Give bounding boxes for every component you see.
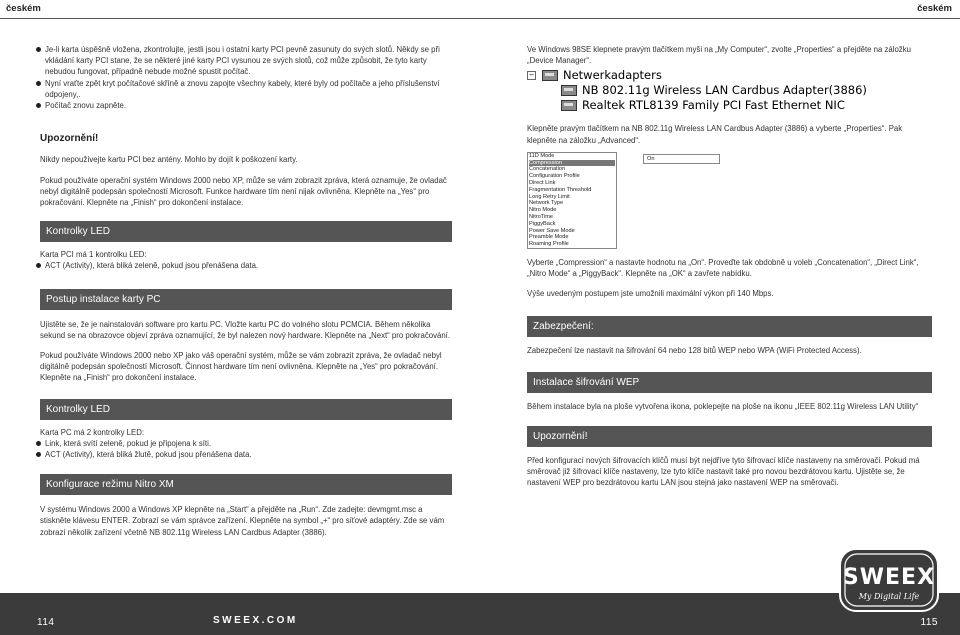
install-text-2: Pokud používáte Windows 2000 nebo XP jako váš operační systém, může se vám zobrazit zpráva, že ovladač nebyl digitálně podepsán společností Microsoft. Činnost hardware tím není ovlivněna. Klepněte na „Yes“ pro pokračování. Klepněte na „Finish“ pro dokončení instalace. bbox=[40, 351, 442, 383]
tree-item[interactable]: Realtek RTL8139 Family PCI Fast Ethernet NIC bbox=[527, 98, 932, 113]
network-card-icon bbox=[561, 100, 577, 111]
property-list[interactable] bbox=[527, 152, 617, 249]
advanced-text: Klepněte pravým tlačítkem na NB 802.11g Wireless LAN Cardbus Adapter (3886) a vyberte „Properties“. Pak klepněte na záložku „Advanced“. bbox=[527, 124, 903, 145]
collapse-icon[interactable]: − bbox=[528, 71, 535, 80]
nitro-heading: Konfigurace režimu Nitro XM bbox=[40, 474, 452, 495]
security-heading: Zabezpečení: bbox=[527, 316, 932, 337]
property-list-item[interactable]: Compression bbox=[529, 160, 615, 167]
property-value-select[interactable]: On bbox=[643, 154, 720, 164]
footer-bar bbox=[0, 593, 960, 635]
led1-heading: Kontrolky LED bbox=[40, 221, 452, 242]
warning2-heading: Upozornění! bbox=[527, 426, 932, 447]
brand-url: SWEEX.COM bbox=[213, 615, 298, 626]
property-list-item[interactable]: Power Save Mode bbox=[529, 227, 575, 234]
bullet-icon bbox=[36, 81, 41, 86]
warning-title: Upozornění! bbox=[40, 133, 99, 145]
property-list-item[interactable]: PiggyBack bbox=[529, 220, 556, 227]
page-number-right: 115 bbox=[920, 617, 938, 628]
property-list-item[interactable]: Concatenation bbox=[529, 166, 566, 173]
warning2-text: Před konfigurací nových šifrovacích klíčů musí být nejdříve tyto šifrovací klíče nastaveny na směrovači. Pokud má směrovač již šifrovací klíče nastaveny, lze tyto klíče nastavit také pro novou bezdrátovou kartu. Ujistěte se, že nastavení WEP pro bezdrátovou kartu LAN jsou stejná jako nastavení WEP na směrovači. bbox=[527, 455, 920, 488]
warning-text-1: Nikdy nepoužívejte kartu PCI bez antény. Mohlo by dojít k poškození karty. bbox=[40, 155, 298, 165]
tree-item[interactable]: NB 802.11g Wireless LAN Cardbus Adapter(3886) bbox=[527, 83, 932, 98]
property-list-item[interactable]: Preamble Mode bbox=[529, 234, 569, 241]
intro-text: Ve Windows 98SE klepnete pravým tlačítkem myši na „My Computer“, zvolte „Properties“ a přejděte na záložku „Device Manager“. bbox=[527, 45, 911, 66]
header-rule bbox=[0, 18, 960, 19]
list-item: ACT (Activity), která bliká žlutě, pokud jsou přenášena data. bbox=[40, 449, 452, 460]
install-heading: Postup instalace karty PC bbox=[40, 289, 452, 310]
bullet-icon bbox=[36, 263, 41, 268]
property-list-item[interactable]: Long Retry Limit bbox=[529, 193, 570, 200]
sweex-logo bbox=[838, 547, 940, 613]
property-list-item[interactable]: NitroTime bbox=[529, 213, 554, 220]
svg-text:My Digital Life: My Digital Life bbox=[858, 592, 920, 601]
bullet-icon bbox=[36, 103, 41, 108]
bullet-icon bbox=[36, 452, 41, 457]
tree-root[interactable]: − Netwerkadapters bbox=[528, 68, 662, 83]
header-left: českém bbox=[6, 3, 41, 14]
security-text: Zabezpečení lze nastavit na šifrování 64 nebo 128 bitů WEP nebo WPA (WiFi Protected Access). bbox=[527, 345, 862, 355]
list-item: Nyní vraťte zpět kryt počítačové skříně a znovu zapojte všechny kabely, které byly od počítače a jeho příslušenství odpojeny,. bbox=[40, 78, 452, 100]
property-list-item[interactable]: Direct Link bbox=[529, 180, 556, 186]
right-column bbox=[527, 28, 932, 489]
speed-text: Výše uvedeným postupem jste umožnili maximální výkon při 140 Mbps. bbox=[527, 289, 774, 299]
install-text-1: Ujistěte se, že je nainstalován software pro kartu PC. Vložte kartu PC do volného slotu PCMCIA. Během několika sekund se na obrazovce objeví zpráva oznamující, že byl nalezen nový hardware. Klepněte na „Next“ pro pokračování. bbox=[40, 319, 450, 340]
list-item: ACT (Activity), která bliká zeleně, pokud jsou přenášena data. bbox=[40, 260, 452, 271]
wep-text: Během instalace byla na ploše vytvořena ikona, poklepejte na ploše na ikonu „IEEE 802.11g Wireless LAN Utility“ bbox=[527, 401, 919, 411]
bullet-icon bbox=[36, 47, 41, 52]
network-adapter-icon bbox=[542, 70, 558, 81]
page-number-left: 114 bbox=[37, 617, 55, 628]
list-item: Počítač znovu zapněte. bbox=[40, 100, 452, 111]
wep-heading: Instalace šifrování WEP bbox=[527, 372, 932, 393]
led2-heading: Kontrolky LED bbox=[40, 399, 452, 420]
property-list-item[interactable]: Roaming Profile bbox=[529, 241, 569, 248]
network-card-icon bbox=[561, 85, 577, 96]
led1-intro: Karta PCI má 1 kontrolku LED: bbox=[40, 250, 147, 260]
property-list-item[interactable]: Configuration Profile bbox=[529, 173, 580, 180]
list-item: Je-li karta úspěšně vložena, zkontrolujte, jestli jsou i ostatní karty PCI pevně zasunuty do svých slotů. Někdy se při vkládání karty PCI stane, že se některé jiné karty PCI vysunou ze svých slotů, což může způsobit, že tyto karty nebudou fungovat, případně nebude možné spustit počítač. bbox=[40, 44, 452, 78]
warning-text-2: Pokud používáte operační systém Windows 2000 nebo XP, může se vám zobrazit zpráva, která oznamuje, že ovladač nebyl digitálně podepsán společností Microsoft. Funkce hardware tím není nijak ovlivněna. Klepněte na „Yes“ pro pokračování. Klepněte na „Finish“ pro dokončení instalace. bbox=[40, 175, 447, 208]
svg-text:SWEEX: SWEEX bbox=[842, 565, 936, 590]
property-list-item[interactable]: Nitro Mode bbox=[529, 207, 557, 214]
bullet-icon bbox=[36, 441, 41, 446]
header-right: českém bbox=[917, 3, 952, 14]
left-column bbox=[40, 28, 452, 538]
property-list-item[interactable]: Network Type bbox=[529, 200, 564, 207]
advanced-properties bbox=[527, 152, 932, 249]
compression-text: Vyberte „Compression“ a nastavte hodnotu na „On“. Proveďte tak obdobně u voleb „Concatenation“, „Direct Link“, „Nitro Mode“ a „PiggyBack“. Klepněte na „OK“ a zavřete nabídku. bbox=[527, 257, 919, 279]
property-list-item[interactable]: 11D Mode bbox=[529, 152, 555, 159]
bullet-list-1 bbox=[40, 44, 452, 111]
nitro-text: V systému Windows 2000 a Windows XP klepněte na „Start“ a přejděte na „Run“. Zde zadejte: devmgmt.msc a stiskněte klávesu ENTER. Zobrazí se vám správce zařízení. Klepněte na symbol „+“ pro síťové adaptéry. Zde se vám zobrazí několik zařízení včetně NB 802.11g Wireless LAN Cardbus Adapter (3886). bbox=[40, 505, 445, 537]
led2-intro: Karta PC má 2 kontrolky LED: bbox=[40, 427, 144, 437]
property-list-item[interactable]: Fragmentation Threshold bbox=[529, 186, 592, 193]
device-tree bbox=[527, 68, 932, 113]
list-item: Link, která svítí zeleně, pokud je připojena k síti. bbox=[40, 438, 452, 449]
